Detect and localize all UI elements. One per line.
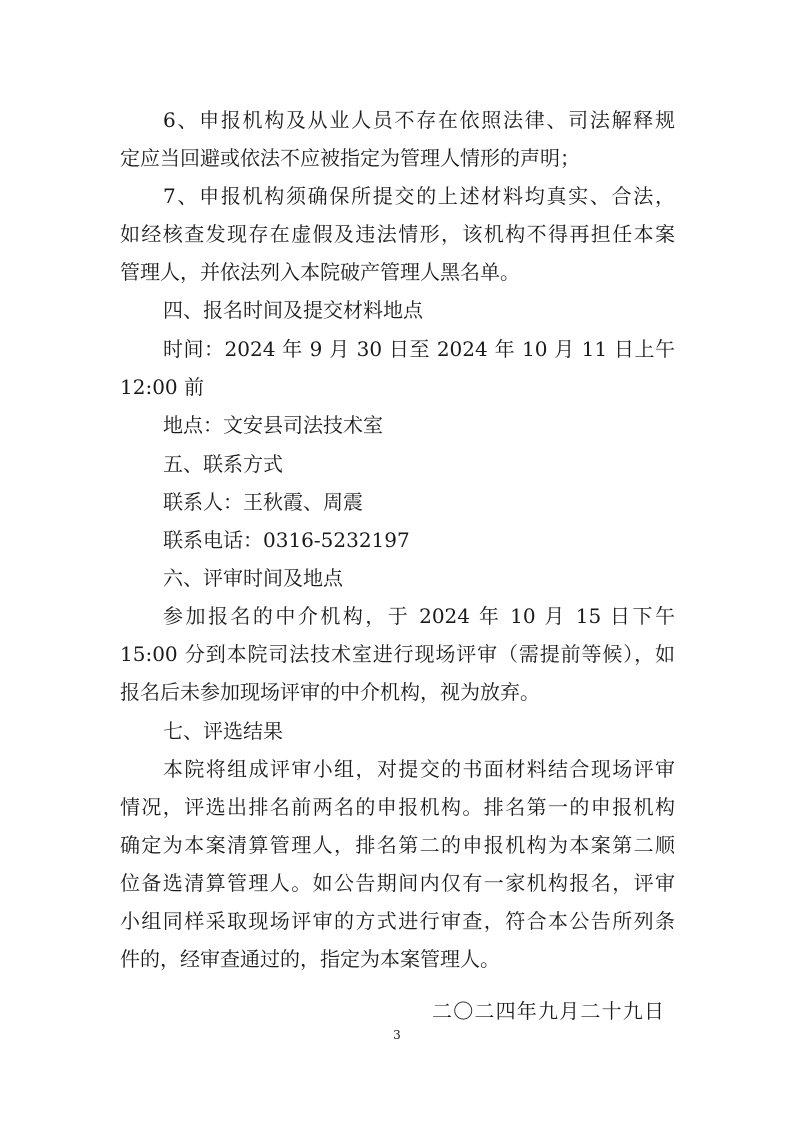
paragraph-line: 件的，经审查通过的，指定为本案管理人。 <box>120 947 500 971</box>
paragraph-line: 本院将组成评审小组，对提交的书面材料结合现场评审 <box>163 757 675 781</box>
paragraph-line: 15:00 分到本院司法技术室进行现场评审（需提前等候），如 <box>120 642 675 666</box>
paragraph-line: 如经核查发现存在虚假及违法情形，该机构不得再担任本案 <box>120 222 675 246</box>
paragraph-line: 7、申报机构须确保所提交的上述材料均真实、合法， <box>163 184 675 208</box>
section-heading: 六、评审时间及地点 <box>163 566 343 590</box>
paragraph-line: 地点：文安县司法技术室 <box>163 413 383 437</box>
paragraph-line: 联系电话：0316-5232197 <box>163 528 410 552</box>
document-date: 二〇二四年九月二十九日 <box>432 999 664 1023</box>
paragraph-line: 位备选清算管理人。如公告期间内仅有一家机构报名，评审 <box>120 871 675 895</box>
paragraph-line: 定应当回避或依法不应被指定为管理人情形的声明； <box>120 146 580 170</box>
paragraph-line: 联系人：王秋霞、周震 <box>163 490 363 514</box>
paragraph-line: 参加报名的中介机构，于 2024 年 10 月 15 日下午 <box>163 604 675 628</box>
page-number: 3 <box>393 1028 401 1042</box>
section-heading: 七、评选结果 <box>163 719 283 743</box>
paragraph-line: 确定为本案清算管理人，排名第二的申报机构为本案第二顺 <box>120 833 675 857</box>
paragraph-line: 报名后未参加现场评审的中介机构，视为放弃。 <box>120 680 540 704</box>
paragraph-line: 小组同样采取现场评审的方式进行审查，符合本公告所列条 <box>120 909 675 933</box>
section-heading: 五、联系方式 <box>163 452 283 476</box>
paragraph-line: 6、申报机构及从业人员不存在依照法律、司法解释规 <box>163 108 675 132</box>
paragraph-line: 12:00 前 <box>120 375 204 399</box>
paragraph-line: 管理人，并依法列入本院破产管理人黑名单。 <box>120 260 520 284</box>
section-heading: 四、报名时间及提交材料地点 <box>163 298 423 322</box>
paragraph-line: 情况，评选出排名前两名的申报机构。排名第一的申报机构 <box>120 795 675 819</box>
paragraph-line: 时间：2024 年 9 月 30 日至 2024 年 10 月 11 日上午 <box>163 337 675 361</box>
